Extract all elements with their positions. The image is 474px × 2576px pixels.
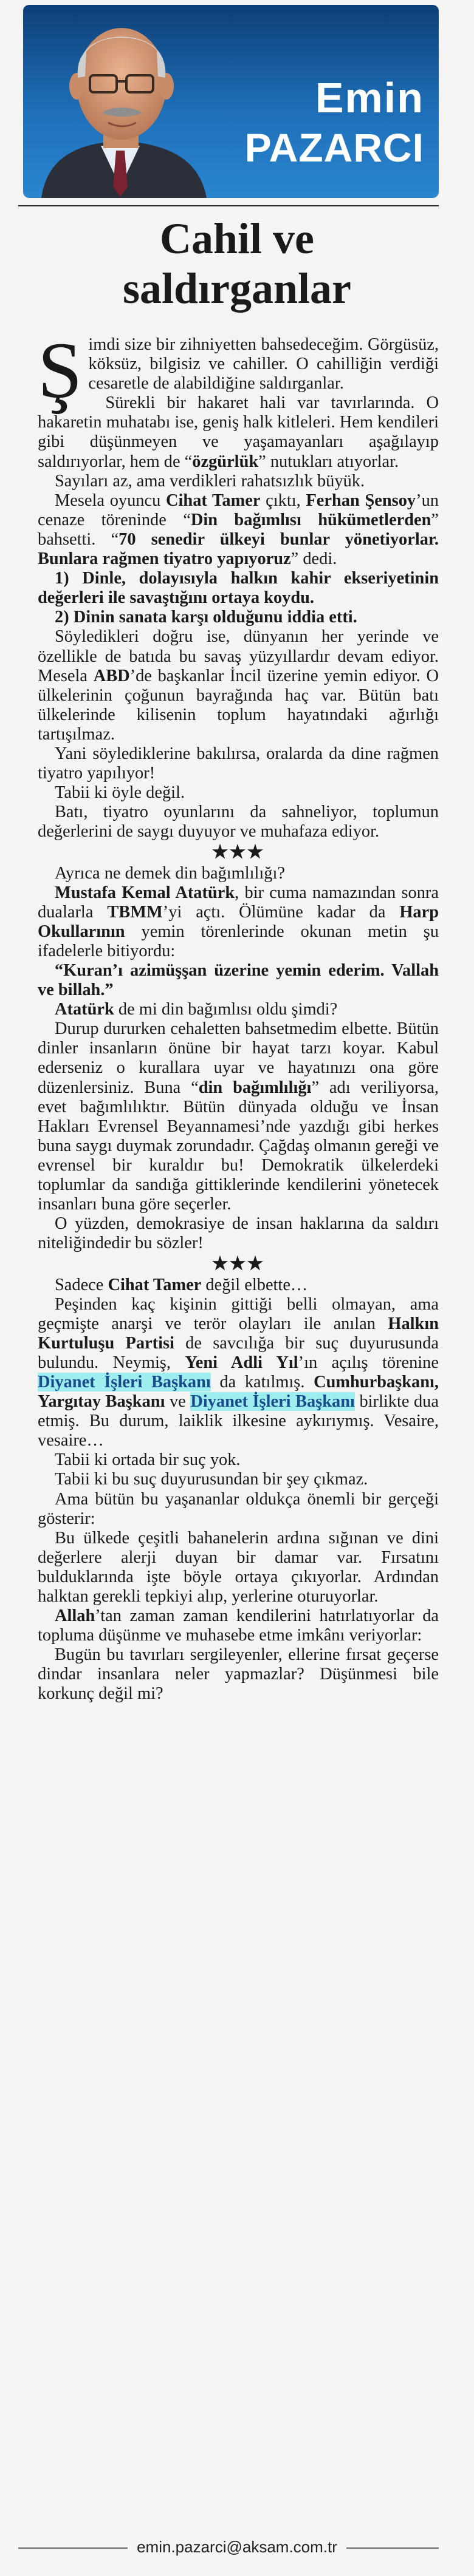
author-first-name: Emin: [315, 74, 424, 121]
bold-text: Allah: [55, 1606, 95, 1626]
paragraph-text: O yüzden, demokrasiye de insan haklarına da saldırı niteliğindedir bu sözler!: [38, 1214, 439, 1253]
paragraph: [38, 1276, 439, 1295]
paragraph: [38, 627, 439, 744]
section-separator: ★★★: [211, 842, 265, 863]
bold-text: din bağımlılığı: [198, 1078, 312, 1097]
bold-text: özgürlük: [192, 452, 259, 471]
article-body: [38, 325, 439, 1704]
paragraph-text: ve: [165, 1392, 191, 1412]
paragraph: [38, 864, 439, 883]
paragraph: [38, 1295, 439, 1451]
bold-text: Atatürk: [55, 1000, 114, 1019]
paragraph-text: ’yi açtı. Ölümüne kadar da: [162, 902, 400, 922]
paragraph: [38, 608, 439, 627]
author-banner: [23, 5, 439, 198]
paragraph-text: da katılmış.: [210, 1372, 314, 1392]
paragraph: [38, 744, 439, 783]
paragraph: [38, 1214, 439, 1253]
paragraph-text: ’tan zaman zaman kendilerini hatırlatıyorlar da topluma düşünme ve muhasebe etme imkânı veriyorlar:: [38, 1606, 439, 1645]
bold-text: Harp Okullarının: [38, 902, 439, 941]
paragraph: [38, 1606, 439, 1645]
author-email[interactable]: [0, 2538, 474, 2557]
bold-text: 70 senedir ülkeyi bunlar yönetiyorlar. Bunlara rağmen tiyatro yapıyoruz: [38, 529, 439, 569]
bold-text: “Kuran’ı azimüşşan üzerine yemin ederim. Vallah ve billah.”: [38, 961, 439, 1000]
paragraph-text: ’ın açılış törenine: [298, 1353, 439, 1372]
paragraph-text: de savcılığa bir suç duyurusunda bulundu. Neymiş,: [38, 1333, 439, 1372]
paragraph-text: Ama bütün bu yaşananlar oldukça önemli bir gerçeği gösterir:: [38, 1489, 439, 1528]
title-line-2: saldırganlar: [122, 264, 352, 313]
paragraph-text: ” nutukları atıyorlar.: [258, 452, 399, 471]
bold-text: Yeni Adli Yıl: [185, 1353, 298, 1372]
author-last-name: PAZARCI: [244, 125, 424, 170]
paragraph-text: Sayıları az, ama verdikleri rahatsızlık büyük.: [55, 471, 365, 491]
bold-text: 1) Dinle, dolayısıyla halkın kahir ekseriyetinin değerleri ile savaştığını ortaya koydu.: [38, 569, 439, 608]
paragraph-text: değil elbette…: [201, 1275, 308, 1294]
paragraph-text: Sürekli bir hakaret hali var tavırlarında. O hakaretin muhatabı ise, geniş halk kitleleri. Hem kendileri gibi düşünmeyen ve yaşamayanları aşağılayıp saldırıyorlar, hem de “: [38, 393, 439, 471]
paragraph: [38, 1019, 439, 1214]
article-title: [36, 214, 438, 313]
paragraph-text: ’de başkanlar İncil üzerine yemin ediyor. O ülkelerinin çoğunun bayrağında haç var. Bütün batı ülkelerinde kilisenin toplum hayatındaki ağırlığı tartışılmaz.: [38, 666, 439, 744]
paragraph: [38, 1000, 439, 1019]
paragraph-text: Sadece: [55, 1275, 108, 1294]
paragraph-text: , bir cuma namazından sonra dualarla: [38, 883, 439, 922]
paragraph-text: de mi din bağımlısı oldu şimdi?: [114, 1000, 338, 1019]
bold-text: Din bağımlısı hükümetlerden: [190, 510, 431, 529]
paragraph-text: Söyledikleri doğru ise, dünyanın her yerinde ve özellikle de batıda bu savaş yüzyıllardır devam ediyor. Mesela: [38, 627, 439, 685]
bold-text: Mustafa Kemal Atatürk: [55, 883, 235, 902]
bold-text: Halkın Kurtuluşu Partisi: [38, 1314, 439, 1353]
paragraph-text: Durup dururken cehaletten bahsetmedim elbette. Bütün dinler insanların önüne bir hayat tarzı koyar. Kabul ederseniz o kurallara uyar ve hayatınızı ona göre düzenlersiniz. Buna “: [38, 1019, 439, 1097]
bold-text: Cihat Tamer: [108, 1275, 202, 1294]
paragraph: [38, 803, 439, 841]
paragraph: [38, 883, 439, 961]
highlighted-text: Diyanet İşleri Başkanı: [38, 1372, 211, 1392]
paragraph-text: çıktı,: [260, 491, 306, 510]
paragraph-text: imdi size bir zihniyetten bahsedeceğim. Görgüsüz, köksüz, bilgisiz ve cahiller. O cahilliğin verdiği cesaretle de alabildiğine saldırganlar.: [88, 335, 439, 393]
paragraph-text: ” dedi.: [290, 549, 337, 569]
paragraph-text: Peşinden kaç kişinin gittiği belli olmayan, ama geçmişte anarşi ve terör olayları ile anılan: [38, 1294, 439, 1333]
paragraph-text: Bu ülkede çeşitli bahanelerin ardına sığınan ve dini değerlere alerji duyan bir damar var. Fırsatını bulduklarında işte böyle ortaya çıkıyorlar. Ardından halktan gerekli tepkiyi alıp, yerlerine oturuyorlar.: [38, 1528, 439, 1606]
paragraph-text: yemin törenlerinde okunan metin şu ifadelerle bitiyordu:: [38, 922, 439, 960]
paragraph: [38, 325, 439, 415]
paragraph-text: Tabii ki bu suç duyurusundan bir şey çıkmaz.: [55, 1470, 368, 1489]
paragraph-text: ” bahsetti. “: [38, 510, 439, 549]
paragraph: [38, 472, 439, 491]
bold-text: Ferhan Şensoy: [306, 491, 416, 510]
title-line-1: Cahil ve: [159, 214, 314, 263]
paragraph-text: Tabii ki öyle değil.: [55, 783, 185, 803]
paragraph-text: Mesela oyuncu: [55, 491, 167, 510]
bold-text: TBMM: [107, 902, 163, 922]
paragraph-text: Tabii ki ortada bir suç yok.: [55, 1450, 241, 1470]
bold-text: Cihat Tamer: [166, 491, 261, 510]
paragraph: [38, 1450, 439, 1470]
bold-text: ABD: [93, 666, 130, 685]
paragraph-text: Yani söylediklerine bakılırsa, oralarda da dine rağmen tiyatro yapılıyor!: [38, 744, 439, 783]
paragraph-text: Batı, tiyatro oyunlarını da sahneliyor, toplumun değerlerini de saygı duyuyor ve muhafaza ediyor.: [38, 803, 439, 841]
paragraph-text: Ayrıca ne demek din bağımlılığı?: [55, 863, 285, 883]
bold-text: Cumhurbaşkanı, Yargıtay Başkanı: [38, 1372, 439, 1412]
paragraph-text: Bugün bu tavırları sergileyenler, ellerine fırsat geçerse dindar insanlara neler yapmazlar? Düşünmesi bile korkunç değil mi?: [38, 1645, 439, 1704]
section-separator: ★★★: [211, 1254, 265, 1274]
paragraph: [38, 491, 439, 569]
paragraph-text: ” adı veriliyorsa, evet bağımlılıktır. Bütün dünyada olduğu ve İnsan Hakları Evrensel Beyannamesi’nde yazdığı gibi herkes buna saygı duymak zorundadır. Çağdaş olmanın gereği ve evrensel bir kuraldır bu! Demokratik ülkelerdeki toplumlar da sandığa gittiklerinde kendilerini yönetecek insanları buna göre seçerler.: [38, 1078, 439, 1214]
paragraph: [38, 961, 439, 1000]
paragraph: [38, 569, 439, 608]
top-rule: [18, 205, 439, 206]
paragraph: [38, 1529, 439, 1606]
paragraph: [38, 393, 439, 471]
paragraph: [38, 783, 439, 803]
paragraph-text: ’un cenaze töreninde “: [38, 491, 439, 529]
author-photo: [29, 5, 218, 198]
paragraph-text: birlikte dua etmiş. Bu durum, laiklik ilkesine aykırıymış. Vesaire, vesaire…: [38, 1392, 439, 1450]
email-text[interactable]: emin.pazarci@aksam.com.tr: [129, 2538, 345, 2556]
drop-cap: Ş: [38, 325, 83, 415]
paragraph: [38, 1645, 439, 1704]
paragraph: [38, 1470, 439, 1489]
paragraph: [38, 1490, 439, 1529]
bold-text: 2) Dinin sanata karşı olduğunu iddia etti.: [55, 608, 357, 627]
highlighted-text: Diyanet İşleri Başkanı: [190, 1392, 355, 1412]
